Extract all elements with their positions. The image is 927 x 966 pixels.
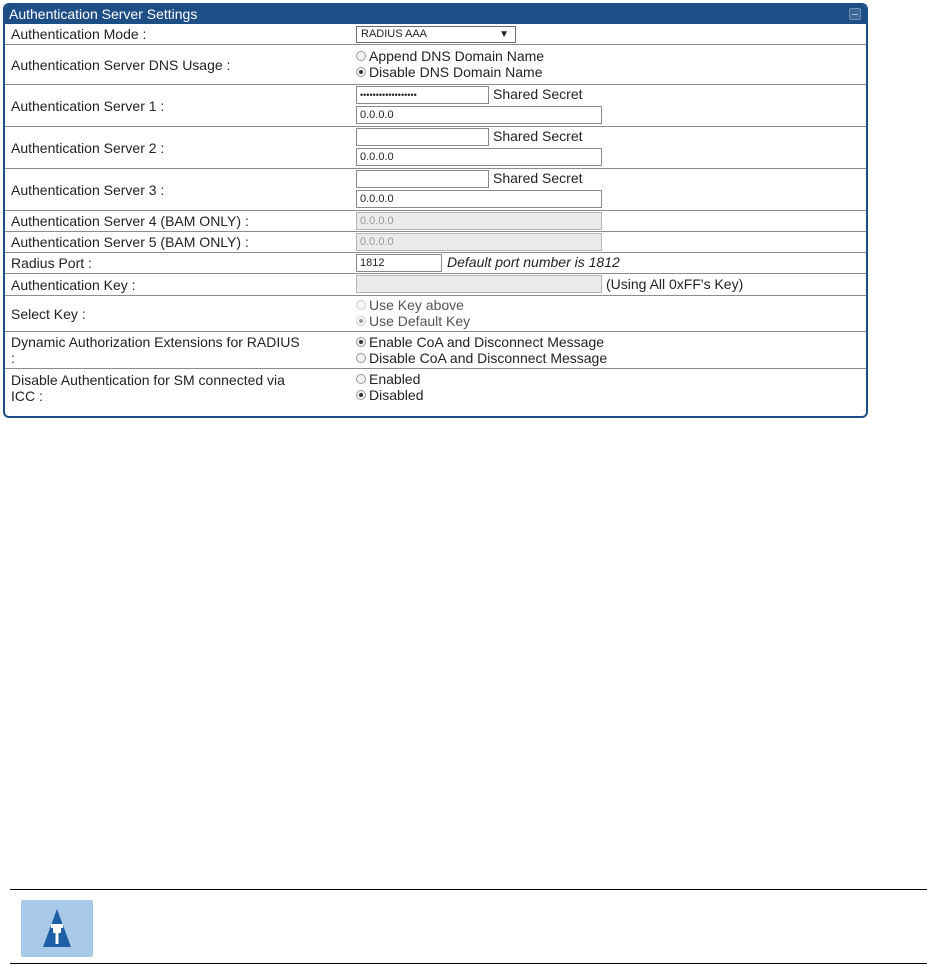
server-4-label: Authentication Server 4 (BAM ONLY) : [11, 213, 249, 229]
select-key-label: Select Key : [11, 305, 86, 322]
note-bottom-rule [10, 963, 927, 964]
server-5-ip-input: 0.0.0.0 [356, 233, 602, 251]
disable-auth-icc-label [11, 369, 341, 407]
server-1-secret-label: Shared Secret [493, 86, 583, 102]
radio-selected-icon [356, 316, 366, 326]
radio-icon[interactable] [356, 51, 366, 61]
radius-port-label: Radius Port : [11, 255, 92, 271]
row-auth-mode [5, 24, 866, 45]
disable-auth-icc-label-line2: ICC : [11, 388, 43, 404]
server-3-secret-input[interactable] [356, 170, 489, 188]
note-top-rule [10, 889, 927, 890]
row-dns-usage [5, 45, 866, 85]
enable-coa-label: Enable CoA and Disconnect Message [369, 334, 605, 350]
note-pin-icon [21, 900, 93, 957]
auth-key-input [356, 275, 602, 293]
auth-mode-value: RADIUS AAA [361, 28, 428, 40]
dns-append-option[interactable] [352, 48, 544, 64]
row-server-3 [5, 169, 866, 211]
row-auth-key [5, 274, 866, 296]
use-default-key-option [352, 313, 470, 329]
use-key-above-option [352, 297, 470, 313]
dns-usage-label: Authentication Server DNS Usage : [11, 56, 231, 73]
dns-disable-label: Disable DNS Domain Name [369, 64, 543, 80]
server-4-ip-input: 0.0.0.0 [356, 212, 602, 230]
panel-header [5, 5, 866, 24]
dynamic-auth-label-line2: : [11, 350, 15, 366]
use-default-key-label: Use Default Key [369, 313, 471, 329]
icc-disabled-option[interactable] [352, 387, 423, 403]
row-server-2 [5, 127, 866, 169]
server-1-ip-input[interactable]: 0.0.0.0 [356, 106, 602, 124]
radio-icon[interactable] [356, 353, 366, 363]
server-1-secret-input[interactable]: •••••••••••••••••• [356, 86, 489, 104]
auth-key-hint: (Using All 0xFF's Key) [606, 276, 744, 292]
dns-disable-option[interactable] [352, 64, 544, 80]
radius-port-hint: Default port number is 1812 [447, 254, 620, 270]
icc-enabled-label: Enabled [369, 371, 421, 387]
dynamic-auth-label-line1: Dynamic Authorization Extensions for RADIUS [11, 334, 300, 350]
radio-selected-icon[interactable] [356, 337, 366, 347]
enable-coa-option[interactable] [352, 334, 607, 350]
radio-selected-icon[interactable] [356, 67, 366, 77]
row-select-key [5, 296, 866, 332]
server-2-secret-label: Shared Secret [493, 128, 583, 144]
row-radius-port [5, 253, 866, 274]
server-3-ip-input[interactable]: 0.0.0.0 [356, 190, 602, 208]
panel-title: Authentication Server Settings [9, 6, 198, 22]
auth-mode-label: Authentication Mode : [11, 26, 147, 42]
auth-key-label: Authentication Key : [11, 276, 136, 293]
auth-server-settings-panel [3, 3, 868, 418]
row-dynamic-auth [5, 332, 866, 369]
disable-auth-icc-label-line1: Disable Authentication for SM connected via [11, 372, 285, 388]
server-3-secret-label: Shared Secret [493, 170, 583, 186]
row-server-4 [5, 211, 866, 232]
dns-append-label: Append DNS Domain Name [369, 48, 545, 64]
radio-icon[interactable] [356, 374, 366, 384]
icc-enabled-option[interactable] [352, 371, 423, 387]
server-2-secret-input[interactable] [356, 128, 489, 146]
disable-coa-label: Disable CoA and Disconnect Message [369, 350, 608, 366]
use-key-above-label: Use Key above [369, 297, 464, 313]
row-server-5 [5, 232, 866, 253]
auth-mode-select[interactable] [356, 26, 516, 43]
icc-disabled-label: Disabled [369, 387, 424, 403]
server-1-label: Authentication Server 1 : [11, 97, 165, 114]
dropdown-arrow-icon: ▼ [499, 29, 509, 40]
radio-icon [356, 300, 366, 310]
radio-selected-icon[interactable] [356, 390, 366, 400]
dynamic-auth-label [11, 332, 341, 368]
disable-coa-option[interactable] [352, 350, 607, 366]
server-2-ip-input[interactable]: 0.0.0.0 [356, 148, 602, 166]
collapse-icon[interactable] [849, 8, 861, 20]
row-server-1 [5, 85, 866, 127]
row-disable-auth-icc [5, 369, 866, 407]
radius-port-input[interactable]: 1812 [356, 254, 442, 272]
server-3-label: Authentication Server 3 : [11, 181, 165, 198]
server-2-label: Authentication Server 2 : [11, 139, 165, 156]
server-5-label: Authentication Server 5 (BAM ONLY) : [11, 234, 249, 250]
